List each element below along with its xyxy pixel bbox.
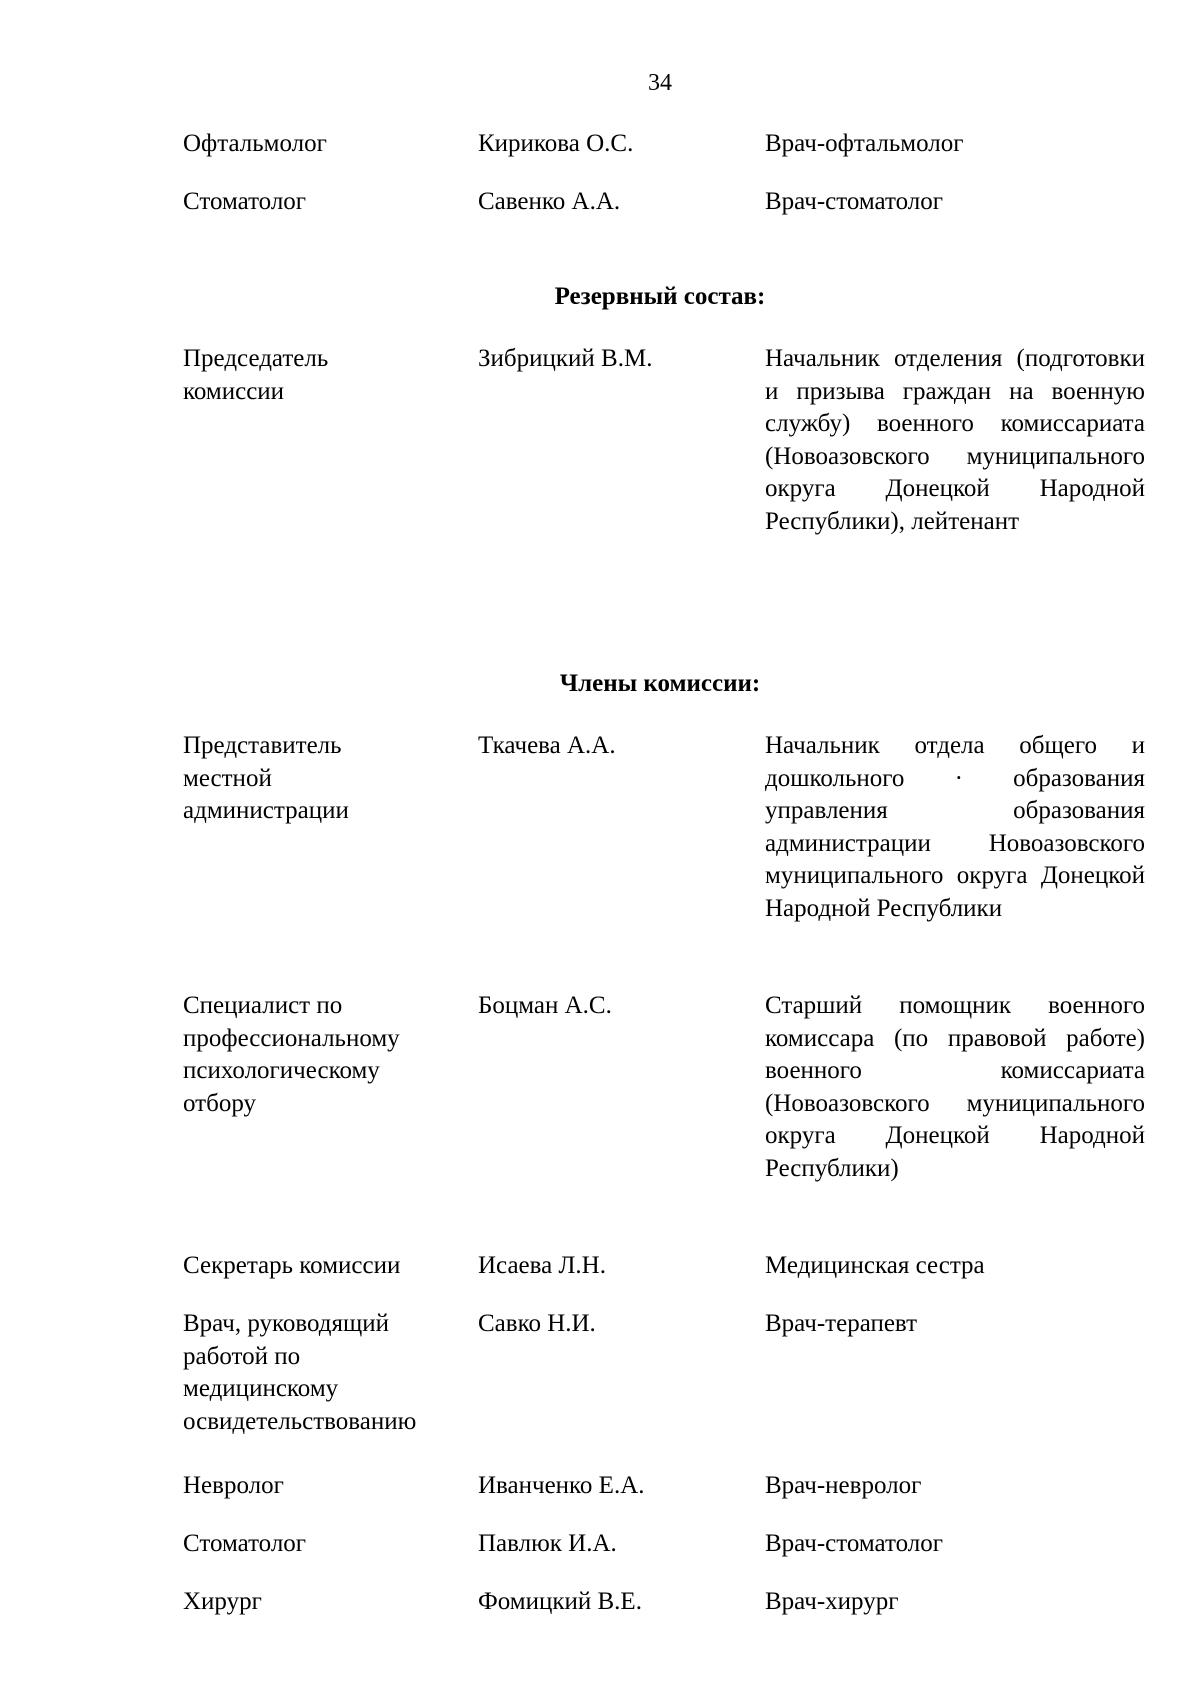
row-role: Офтальмолог [183, 130, 327, 157]
row-position: Начальник отделения (подготовки и призыва граждан на военную службу) военного комиссариата (Новоазовского муниципального округа Донецкой Народной Республики), лейтенант [765, 345, 1145, 535]
row-position: Медицинская сестра [765, 1252, 985, 1279]
row-position: Врач-стоматолог [765, 188, 943, 215]
row-position: Начальник отдела общего и дошкольного · образования управления образования администрации Новоазовского муниципального округа Донецкой Народной Республики [765, 732, 1145, 922]
row-name: Иванченко Е.А. [478, 1472, 645, 1499]
row-name: Савко Н.И. [478, 1310, 596, 1337]
row-name: Ткачева А.А. [478, 732, 616, 759]
row-role: Хирург [183, 1588, 262, 1615]
row-name: Зибрицкий В.М. [478, 345, 653, 372]
row-name: Фомицкий В.Е. [478, 1588, 642, 1615]
row-position: Врач-офтальмолог [765, 130, 964, 157]
row-role: Стоматолог [183, 1530, 307, 1557]
page-number: 34 [648, 70, 672, 96]
row-name: Савенко А.А. [478, 188, 621, 215]
row-name: Павлюк И.А. [478, 1530, 617, 1557]
row-position: Врач-стоматолог [765, 1530, 943, 1557]
members-heading: Члены комиссии: [559, 670, 761, 697]
row-role: Невролог [183, 1472, 284, 1499]
row-position: Старший помощник военного комиссара (по правовой работе) военного комиссариата (Новоазовского муниципального округа Донецкой Народной Республики) [765, 992, 1145, 1182]
row-position: Врач-терапевт [765, 1310, 918, 1337]
row-role: Представитель местной администрации [183, 732, 349, 824]
row-position: Врач-хирург [765, 1588, 899, 1615]
row-role: Стоматолог [183, 188, 307, 215]
row-role: Специалист по профессиональному психологическому отбору [183, 992, 400, 1117]
row-name: Боцман А.С. [478, 992, 612, 1019]
row-role: Врач, руководящий работой по медицинскому освидетельствованию [183, 1310, 417, 1435]
row-name: Исаева Л.Н. [478, 1252, 606, 1279]
row-role: Секретарь комиссии [183, 1252, 401, 1279]
reserve-heading: Резервный состав: [554, 283, 766, 310]
row-name: Кирикова О.С. [478, 130, 634, 157]
row-role: Председатель комиссии [183, 345, 329, 405]
row-position: Врач-невролог [765, 1472, 922, 1499]
